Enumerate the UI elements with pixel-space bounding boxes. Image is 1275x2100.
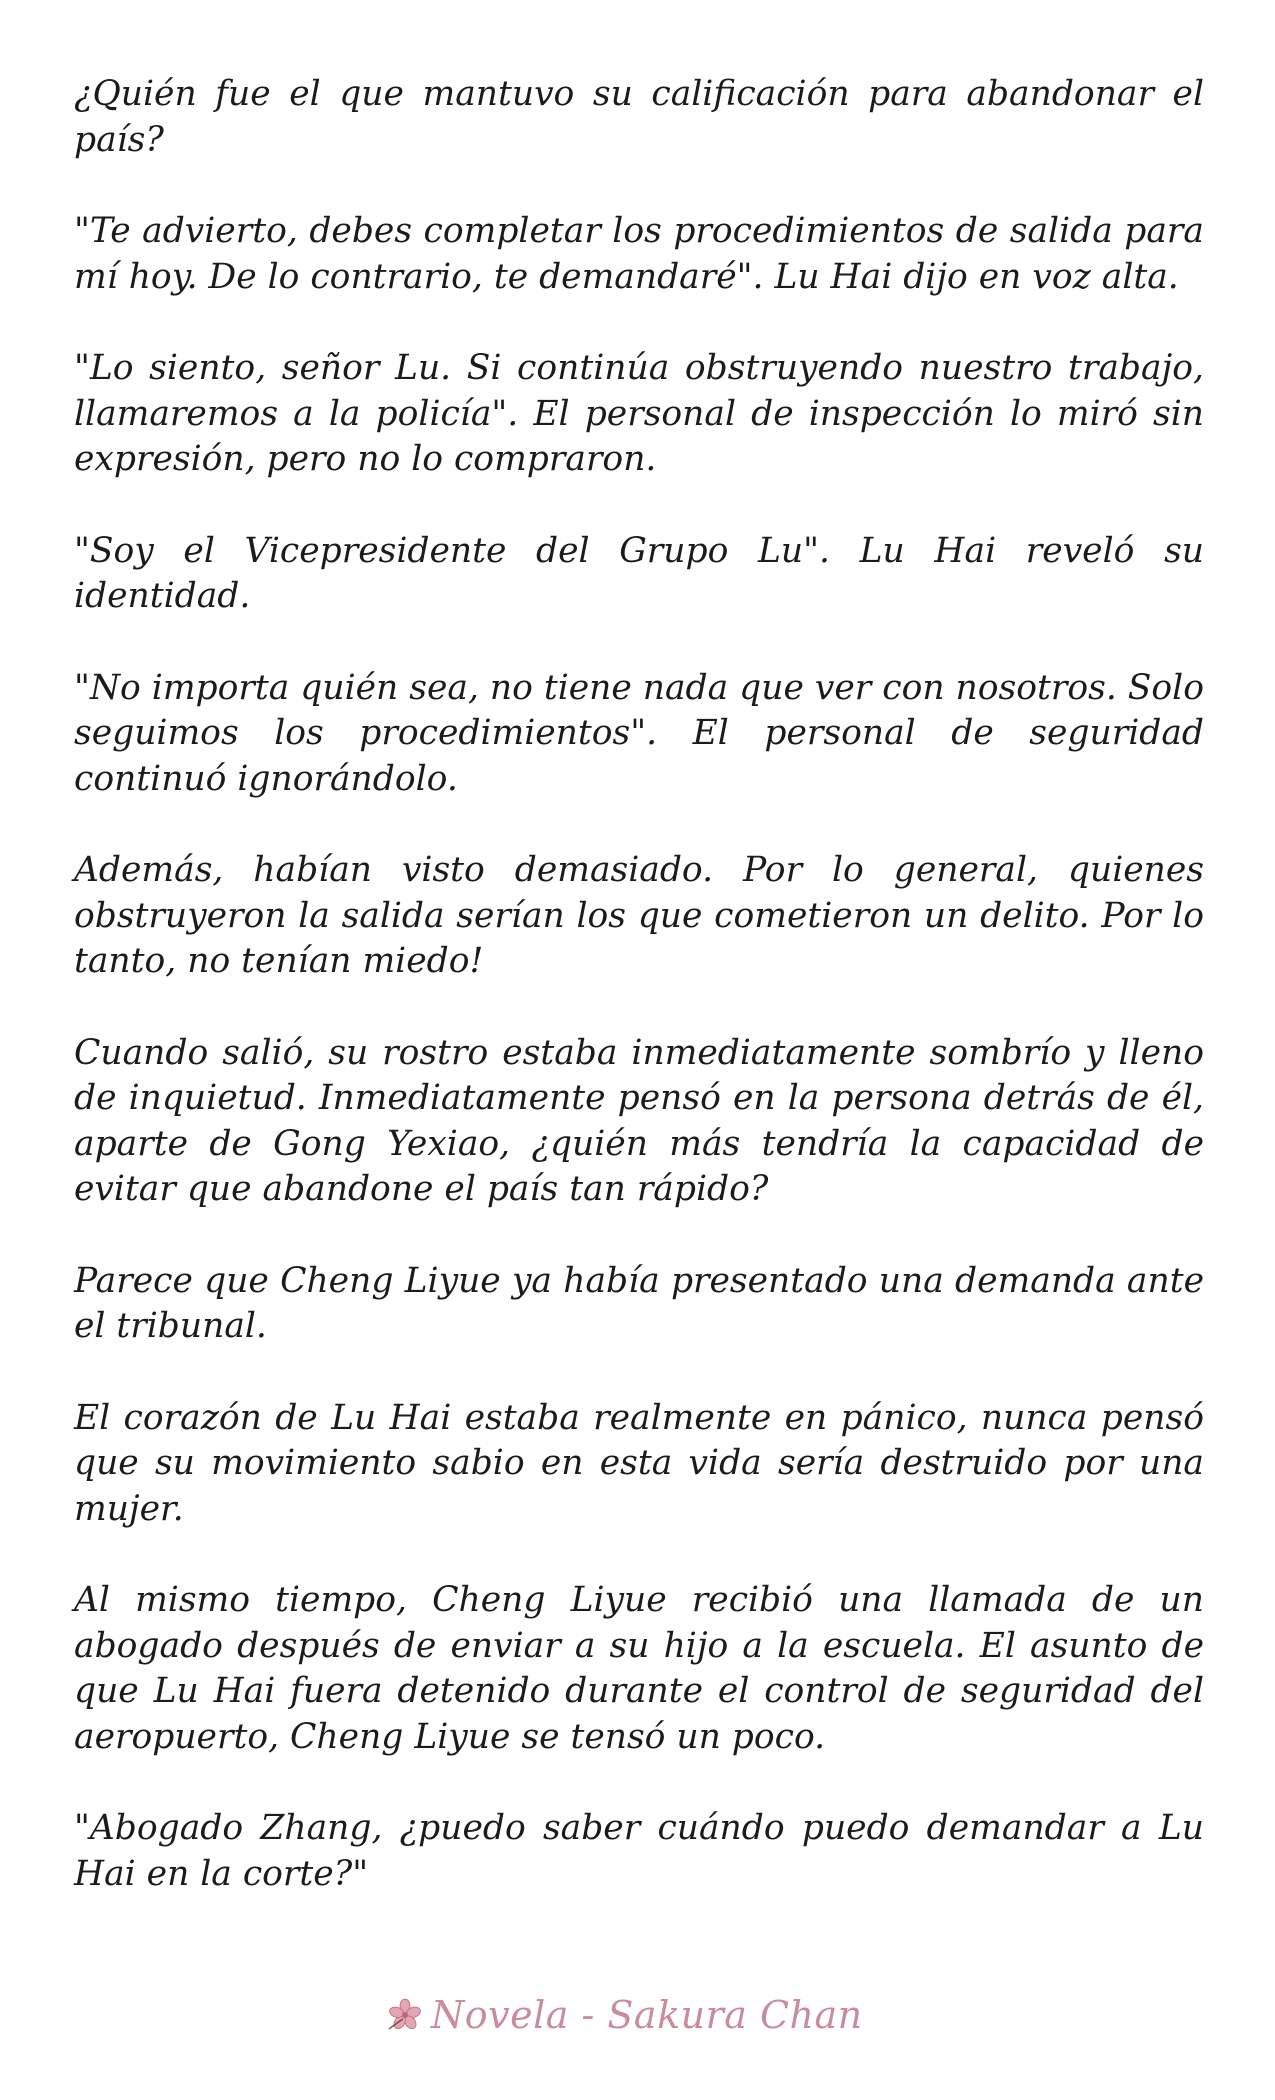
watermark-text: Novela - Sakura Chan [431, 1993, 863, 2037]
paragraph: ¿Quién fue el que mantuvo su calificación para abandonar el país? [74, 74, 1204, 160]
paragraph: "Te advierto, debes completar los procedimientos de salida para mí hoy. De lo contrario, te demandaré". Lu Hai dijo en voz alta. [74, 211, 1204, 297]
paragraph: "Abogado Zhang, ¿puedo saber cuándo puedo demandar a Lu Hai en la corte?" [74, 1808, 1204, 1894]
paragraph: Parece que Cheng Liyue ya había presentado una demanda ante el tribunal. [74, 1260, 1204, 1346]
paragraph: "No importa quién sea, no tiene nada que ver con nosotros. Solo seguimos los procedimientos". El personal de seguridad continuó ignorándolo. [74, 667, 1204, 799]
paragraph: "Lo siento, señor Lu. Si continúa obstruyendo nuestro trabajo, llamaremos a la policía". El personal de inspección lo miró sin expresión, pero no lo compraron. [74, 348, 1204, 479]
watermark [385, 1985, 905, 2045]
paragraph: "Soy el Vicepresidente del Grupo Lu". Lu Hai reveló su identidad. [74, 530, 1204, 616]
paragraph: Al mismo tiempo, Cheng Liyue recibió una llamada de un abogado después de enviar a su hijo a la escuela. El asunto de que Lu Hai fuera detenido durante el control de seguridad del aeropuerto, Cheng Liyue se tensó un poco. [74, 1580, 1204, 1757]
sakura-flower-icon [385, 1995, 425, 2035]
document-body [74, 72, 1204, 1943]
paragraph: Cuando salió, su rostro estaba inmediatamente sombrío y lleno de inquietud. Inmediatamente pensó en la persona detrás de él, aparte de Gong Yexiao, ¿quién más tendría la capacidad de evitar que abandone el país tan rápido? [74, 1032, 1204, 1209]
paragraph: Además, habían visto demasiado. Por lo general, quienes obstruyeron la salida serían los que cometieron un delito. Por lo tanto, no tenían miedo! [74, 850, 1204, 981]
paragraph: El corazón de Lu Hai estaba realmente en pánico, nunca pensó que su movimiento sabio en esta vida sería destruido por una mujer. [74, 1397, 1204, 1529]
